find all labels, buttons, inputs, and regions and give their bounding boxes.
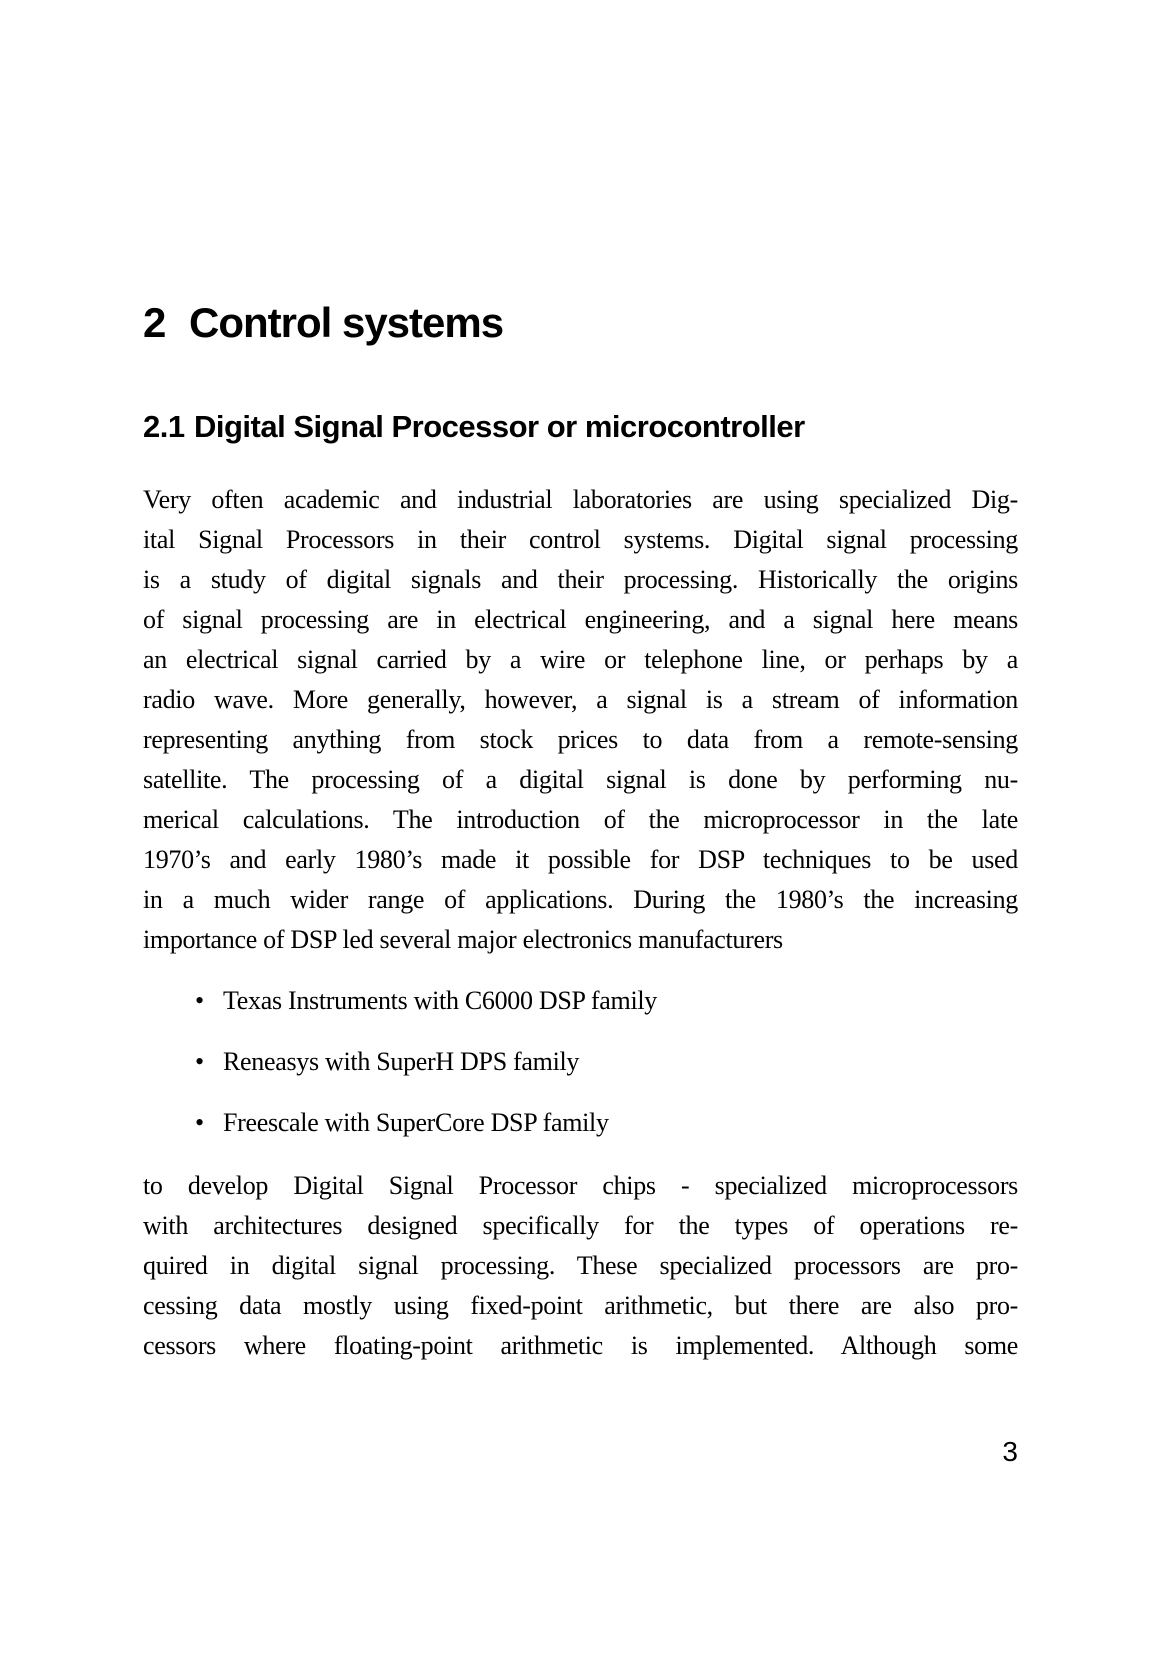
bullet-icon: •	[195, 1047, 204, 1076]
text-line: merical calculations. The introduction of the microprocessor in the late	[143, 805, 1018, 834]
text-line: radio wave. More generally, however, a signal is a stream of information	[143, 685, 1018, 714]
text-line: Very often academic and industrial laboratories are using specialized Dig-	[143, 485, 1018, 514]
bullet-list-item	[143, 1042, 1018, 1082]
text-line: with architectures designed specifically for the types of operations re-	[143, 1211, 1018, 1240]
body-paragraph-1	[143, 480, 1018, 960]
bullet-list-item	[143, 1103, 1018, 1143]
text-line: quired in digital signal processing. These specialized processors are pro-	[143, 1251, 1018, 1280]
section-title: Control systems	[189, 299, 504, 346]
section-number: 2	[143, 299, 166, 346]
section-heading	[143, 299, 504, 346]
page-number: 3	[1002, 1436, 1018, 1467]
text-line: cessing data mostly using fixed-point arithmetic, but there are also pro-	[143, 1291, 1018, 1320]
bullet-icon: •	[195, 1108, 204, 1137]
subsection-heading	[143, 411, 805, 442]
text-line: to develop Digital Signal Processor chips - specialized microprocessors	[143, 1171, 1018, 1200]
text-line: satellite. The processing of a digital signal is done by performing nu-	[143, 765, 1018, 794]
bullet-icon: •	[195, 986, 204, 1015]
text-line: in a much wider range of applications. During the 1980’s the increasing	[143, 885, 1018, 914]
text-line: of signal processing are in electrical engineering, and a signal here means	[143, 605, 1018, 634]
bullet-item-label: Reneasys with SuperH DPS family	[223, 1047, 580, 1076]
text-line: 1970’s and early 1980’s made it possible for DSP techniques to be used	[143, 845, 1018, 874]
bullet-list-item	[143, 981, 1018, 1021]
text-line: cessors where floating-point arithmetic is implemented. Although some	[143, 1331, 1018, 1360]
bullet-item-label: Freescale with SuperCore DSP family	[223, 1108, 609, 1137]
text-line: representing anything from stock prices to data from a remote-sensing	[143, 725, 1018, 754]
bullet-list	[143, 981, 1018, 1143]
text-line: is a study of digital signals and their processing. Historically the origins	[143, 565, 1018, 594]
text-line: an electrical signal carried by a wire or telephone line, or perhaps by a	[143, 645, 1018, 674]
subsection-number: 2.1	[143, 409, 185, 444]
text-line: ital Signal Processors in their control systems. Digital signal processing	[143, 525, 1018, 554]
bullet-item-label: Texas Instruments with C6000 DSP family	[223, 986, 657, 1015]
text-line: importance of DSP led several major electronics manufacturers	[143, 925, 783, 954]
body-paragraph-2	[143, 1166, 1018, 1366]
subsection-title: Digital Signal Processor or microcontroller	[194, 409, 805, 444]
